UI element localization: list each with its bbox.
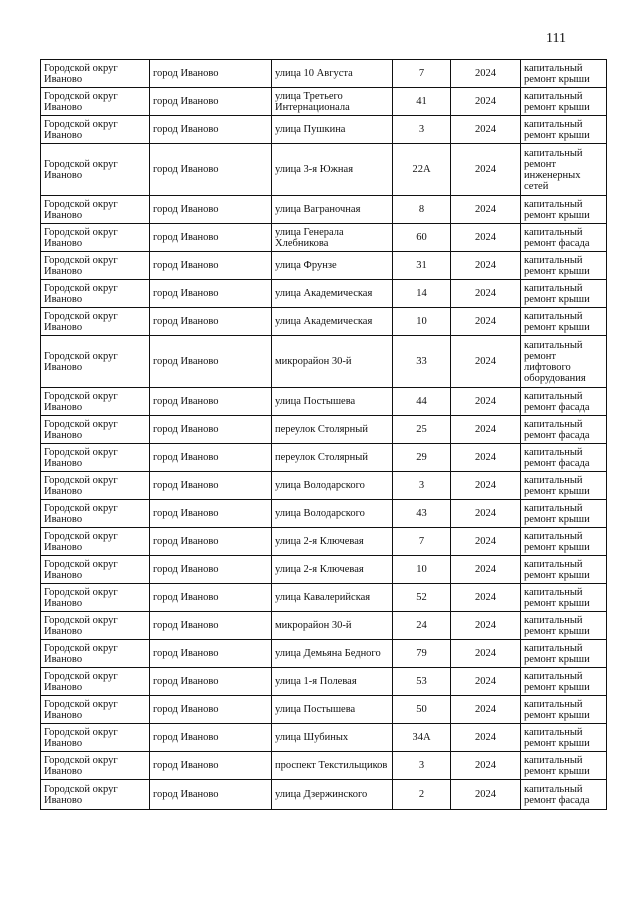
district-cell: Городской округ Иваново: [41, 196, 150, 224]
year-cell: 2024: [451, 724, 521, 752]
year-cell: 2024: [451, 196, 521, 224]
house-cell: 52: [393, 584, 451, 612]
house-cell: 25: [393, 416, 451, 444]
work-type-cell: капитальный ремонт крыши: [521, 528, 607, 556]
year-cell: 2024: [451, 280, 521, 308]
district-cell: Городской округ Иваново: [41, 472, 150, 500]
work-type-cell: капитальный ремонт крыши: [521, 196, 607, 224]
district-cell: Городской округ Иваново: [41, 416, 150, 444]
city-cell: город Иваново: [150, 724, 272, 752]
table-row: [41, 780, 607, 810]
city-cell: город Иваново: [150, 528, 272, 556]
house-cell: 7: [393, 528, 451, 556]
year-cell: 2024: [451, 584, 521, 612]
work-type-cell: капитальный ремонт фасада: [521, 388, 607, 416]
house-cell: 8: [393, 196, 451, 224]
table-row: [41, 336, 607, 388]
house-cell: 41: [393, 88, 451, 116]
table-row: [41, 584, 607, 612]
registry-body: [41, 60, 607, 810]
work-type-cell: капитальный ремонт крыши: [521, 60, 607, 88]
district-cell: Городской округ Иваново: [41, 336, 150, 388]
repair-registry-table: [40, 59, 607, 810]
work-type-cell: капитальный ремонт крыши: [521, 752, 607, 780]
year-cell: 2024: [451, 60, 521, 88]
city-cell: город Иваново: [150, 780, 272, 810]
house-cell: 79: [393, 640, 451, 668]
table-row: [41, 196, 607, 224]
city-cell: город Иваново: [150, 668, 272, 696]
city-cell: город Иваново: [150, 116, 272, 144]
city-cell: город Иваново: [150, 500, 272, 528]
district-cell: Городской округ Иваново: [41, 60, 150, 88]
city-cell: город Иваново: [150, 640, 272, 668]
table-row: [41, 556, 607, 584]
work-type-cell: капитальный ремонт крыши: [521, 280, 607, 308]
table-row: [41, 612, 607, 640]
table-row: [41, 252, 607, 280]
work-type-cell: капитальный ремонт крыши: [521, 612, 607, 640]
table-row: [41, 224, 607, 252]
district-cell: Городской округ Иваново: [41, 252, 150, 280]
district-cell: Городской округ Иваново: [41, 88, 150, 116]
work-type-cell: капитальный ремонт крыши: [521, 472, 607, 500]
city-cell: город Иваново: [150, 224, 272, 252]
work-type-cell: капитальный ремонт крыши: [521, 252, 607, 280]
table-row: [41, 472, 607, 500]
year-cell: 2024: [451, 556, 521, 584]
year-cell: 2024: [451, 224, 521, 252]
district-cell: Городской округ Иваново: [41, 280, 150, 308]
work-type-cell: капитальный ремонт фасада: [521, 780, 607, 810]
city-cell: город Иваново: [150, 752, 272, 780]
street-cell: улица Дзержинского: [272, 780, 393, 810]
street-cell: улица Постышева: [272, 388, 393, 416]
district-cell: Городской округ Иваново: [41, 116, 150, 144]
street-cell: улица 3-я Южная: [272, 144, 393, 196]
district-cell: Городской округ Иваново: [41, 308, 150, 336]
street-cell: улица 1-я Полевая: [272, 668, 393, 696]
house-cell: 3: [393, 752, 451, 780]
house-cell: 53: [393, 668, 451, 696]
house-cell: 3: [393, 116, 451, 144]
work-type-cell: капитальный ремонт инженерных сетей: [521, 144, 607, 196]
district-cell: Городской округ Иваново: [41, 780, 150, 810]
house-cell: 33: [393, 336, 451, 388]
work-type-cell: капитальный ремонт крыши: [521, 696, 607, 724]
street-cell: улица 2-я Ключевая: [272, 556, 393, 584]
year-cell: 2024: [451, 116, 521, 144]
house-cell: 14: [393, 280, 451, 308]
street-cell: улица Академическая: [272, 308, 393, 336]
work-type-cell: капитальный ремонт крыши: [521, 640, 607, 668]
house-cell: 34А: [393, 724, 451, 752]
district-cell: Городской округ Иваново: [41, 696, 150, 724]
table-row: [41, 416, 607, 444]
table-row: [41, 696, 607, 724]
year-cell: 2024: [451, 612, 521, 640]
district-cell: Городской округ Иваново: [41, 612, 150, 640]
house-cell: 31: [393, 252, 451, 280]
house-cell: 10: [393, 556, 451, 584]
house-cell: 22А: [393, 144, 451, 196]
district-cell: Городской округ Иваново: [41, 224, 150, 252]
work-type-cell: капитальный ремонт фасада: [521, 444, 607, 472]
city-cell: город Иваново: [150, 60, 272, 88]
table-row: [41, 116, 607, 144]
city-cell: город Иваново: [150, 88, 272, 116]
work-type-cell: капитальный ремонт крыши: [521, 556, 607, 584]
city-cell: город Иваново: [150, 308, 272, 336]
year-cell: 2024: [451, 668, 521, 696]
year-cell: 2024: [451, 640, 521, 668]
year-cell: 2024: [451, 500, 521, 528]
table-row: [41, 724, 607, 752]
table-row: [41, 752, 607, 780]
house-cell: 50: [393, 696, 451, 724]
year-cell: 2024: [451, 780, 521, 810]
year-cell: 2024: [451, 388, 521, 416]
street-cell: улица 2-я Ключевая: [272, 528, 393, 556]
page-number: 111: [546, 31, 566, 46]
table-row: [41, 640, 607, 668]
year-cell: 2024: [451, 444, 521, 472]
work-type-cell: капитальный ремонт крыши: [521, 724, 607, 752]
district-cell: Городской округ Иваново: [41, 724, 150, 752]
house-cell: 7: [393, 60, 451, 88]
district-cell: Городской округ Иваново: [41, 640, 150, 668]
district-cell: Городской округ Иваново: [41, 144, 150, 196]
city-cell: город Иваново: [150, 556, 272, 584]
street-cell: улица Демьяна Бедного: [272, 640, 393, 668]
year-cell: 2024: [451, 528, 521, 556]
work-type-cell: капитальный ремонт фасада: [521, 416, 607, 444]
city-cell: город Иваново: [150, 444, 272, 472]
street-cell: улица Постышева: [272, 696, 393, 724]
work-type-cell: капитальный ремонт крыши: [521, 500, 607, 528]
street-cell: улица Ваграночная: [272, 196, 393, 224]
district-cell: Городской округ Иваново: [41, 752, 150, 780]
street-cell: микрорайон 30-й: [272, 336, 393, 388]
year-cell: 2024: [451, 88, 521, 116]
work-type-cell: капитальный ремонт крыши: [521, 668, 607, 696]
city-cell: город Иваново: [150, 472, 272, 500]
city-cell: город Иваново: [150, 336, 272, 388]
street-cell: переулок Столярный: [272, 416, 393, 444]
work-type-cell: капитальный ремонт фасада: [521, 224, 607, 252]
house-cell: 44: [393, 388, 451, 416]
district-cell: Городской округ Иваново: [41, 668, 150, 696]
street-cell: улица Генерала Хлебникова: [272, 224, 393, 252]
city-cell: город Иваново: [150, 252, 272, 280]
street-cell: улица Володарского: [272, 472, 393, 500]
house-cell: 60: [393, 224, 451, 252]
table-row: [41, 280, 607, 308]
street-cell: микрорайон 30-й: [272, 612, 393, 640]
street-cell: улица Фрунзе: [272, 252, 393, 280]
district-cell: Городской округ Иваново: [41, 500, 150, 528]
work-type-cell: капитальный ремонт крыши: [521, 584, 607, 612]
city-cell: город Иваново: [150, 196, 272, 224]
street-cell: проспект Текстильщиков: [272, 752, 393, 780]
year-cell: 2024: [451, 144, 521, 196]
table-row: [41, 528, 607, 556]
district-cell: Городской округ Иваново: [41, 584, 150, 612]
street-cell: улица Володарского: [272, 500, 393, 528]
street-cell: улица Пушкина: [272, 116, 393, 144]
year-cell: 2024: [451, 472, 521, 500]
street-cell: улица Третьего Интернационала: [272, 88, 393, 116]
street-cell: улица Академическая: [272, 280, 393, 308]
table-row: [41, 500, 607, 528]
house-cell: 29: [393, 444, 451, 472]
city-cell: город Иваново: [150, 144, 272, 196]
district-cell: Городской округ Иваново: [41, 556, 150, 584]
table-row: [41, 144, 607, 196]
table-row: [41, 388, 607, 416]
year-cell: 2024: [451, 308, 521, 336]
city-cell: город Иваново: [150, 388, 272, 416]
work-type-cell: капитальный ремонт крыши: [521, 116, 607, 144]
city-cell: город Иваново: [150, 612, 272, 640]
table-row: [41, 60, 607, 88]
year-cell: 2024: [451, 696, 521, 724]
district-cell: Городской округ Иваново: [41, 388, 150, 416]
house-cell: 3: [393, 472, 451, 500]
city-cell: город Иваново: [150, 696, 272, 724]
district-cell: Городской округ Иваново: [41, 528, 150, 556]
work-type-cell: капитальный ремонт крыши: [521, 308, 607, 336]
street-cell: улица 10 Августа: [272, 60, 393, 88]
district-cell: Городской округ Иваново: [41, 444, 150, 472]
table-row: [41, 308, 607, 336]
city-cell: город Иваново: [150, 280, 272, 308]
year-cell: 2024: [451, 752, 521, 780]
year-cell: 2024: [451, 336, 521, 388]
house-cell: 24: [393, 612, 451, 640]
city-cell: город Иваново: [150, 584, 272, 612]
house-cell: 2: [393, 780, 451, 810]
year-cell: 2024: [451, 416, 521, 444]
table-row: [41, 444, 607, 472]
work-type-cell: капитальный ремонт крыши: [521, 88, 607, 116]
house-cell: 10: [393, 308, 451, 336]
table-row: [41, 88, 607, 116]
street-cell: улица Кавалерийская: [272, 584, 393, 612]
year-cell: 2024: [451, 252, 521, 280]
street-cell: улица Шубиных: [272, 724, 393, 752]
house-cell: 43: [393, 500, 451, 528]
work-type-cell: капитальный ремонт лифтового оборудования: [521, 336, 607, 388]
city-cell: город Иваново: [150, 416, 272, 444]
table-row: [41, 668, 607, 696]
street-cell: переулок Столярный: [272, 444, 393, 472]
